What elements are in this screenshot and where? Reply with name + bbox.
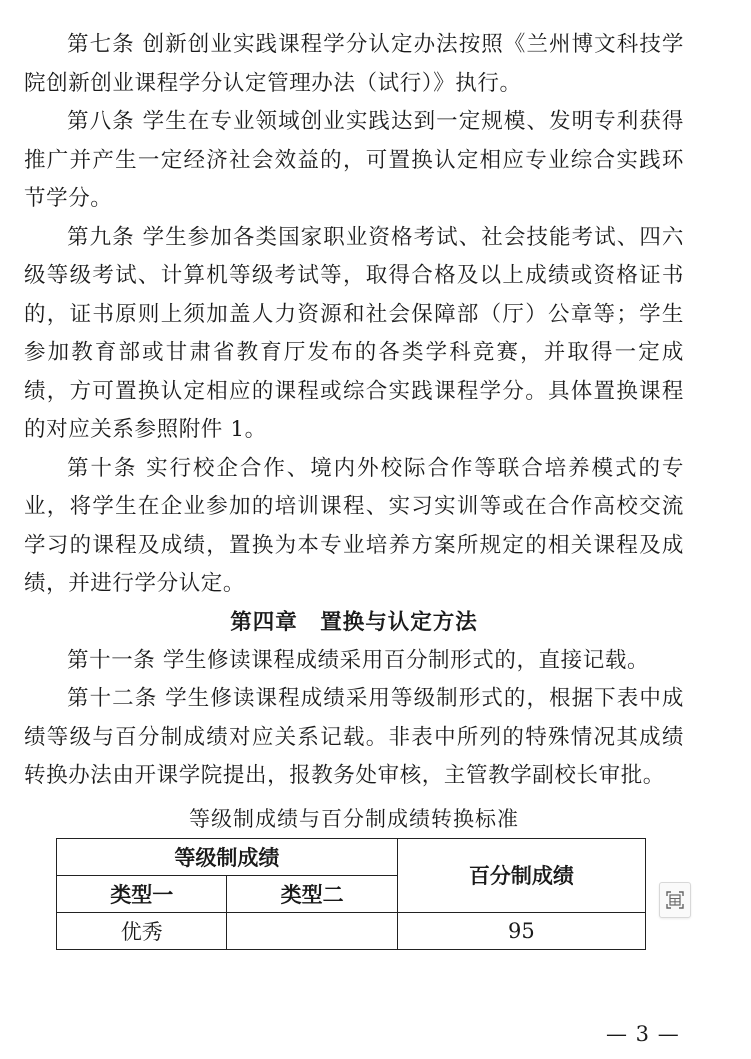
header-grade: 等级制成绩	[57, 838, 398, 875]
article-text: 创新创业实践课程学分认定办法按照《兰州博文科技学院创新创业课程学分认定管理办法（试行）》执行。	[24, 32, 684, 96]
article-8	[24, 103, 684, 219]
table-ocr-icon[interactable]	[659, 882, 691, 918]
article-label: 第七条	[67, 32, 135, 57]
grade-conversion-table	[56, 838, 646, 950]
article-label: 第十二条	[67, 686, 158, 711]
article-12	[24, 680, 684, 796]
chapter-title: 第四章 置换与认定方法	[230, 609, 478, 635]
article-label: 第十一条	[67, 647, 156, 673]
table-header-row	[57, 838, 646, 875]
header-type1: 类型一	[57, 875, 227, 912]
article-7	[24, 26, 684, 103]
article-label: 第九条	[67, 224, 135, 250]
table-ocr-glyph	[665, 890, 685, 910]
page-number: — 3 —	[606, 1022, 680, 1046]
article-text: 学生修读课程成绩采用等级制形式的，根据下表中成绩等级与百分制成绩对应关系记载。非表中所列的特殊情况其成绩转换办法由开课学院提出，报教务处审核，主管教学副校长审批。	[24, 686, 685, 788]
article-text: 学生修读课程成绩采用百分制形式的，直接记载。	[162, 647, 650, 673]
article-10	[24, 450, 684, 604]
article-11	[24, 642, 684, 681]
cell-type1: 优秀	[57, 912, 227, 949]
cell-type2	[227, 912, 397, 949]
article-label: 第十条	[67, 455, 138, 481]
article-label: 第八条	[67, 109, 135, 134]
table-row	[57, 912, 646, 949]
article-9	[24, 219, 684, 450]
header-type2: 类型二	[227, 875, 397, 912]
article-text: 学生参加各类国家职业资格考试、社会技能考试、四六级等级考试、计算机等级考试等，取得合格及以上成绩或资格证书的，证书原则上须加盖人力资源和社会保障部（厅）公章等；学生参加教育部或甘肃省教育厅发布的各类学科竞赛，并取得一定成绩，方可置换认定相应的课程或综合实践课程学分。具体置换课程的对应关系参照附件 1。	[24, 224, 684, 442]
article-text: 实行校企合作、境内外校际合作等联合培养模式的专业，将学生在企业参加的培训课程、实习实训等或在合作高校交流学习的课程及成绩，置换为本专业培养方案所规定的相关课程及成绩，并进行学分认定。	[24, 455, 684, 596]
table-caption: 等级制成绩与百分制成绩转换标准	[189, 806, 519, 831]
document-body	[24, 26, 684, 950]
article-text: 学生在专业领域创业实践达到一定规模、发明专利获得推广并产生一定经济社会效益的，可置换认定相应专业综合实践环节学分。	[24, 109, 684, 211]
header-percent: 百分制成绩	[397, 838, 645, 912]
cell-percent: 95	[397, 912, 645, 949]
